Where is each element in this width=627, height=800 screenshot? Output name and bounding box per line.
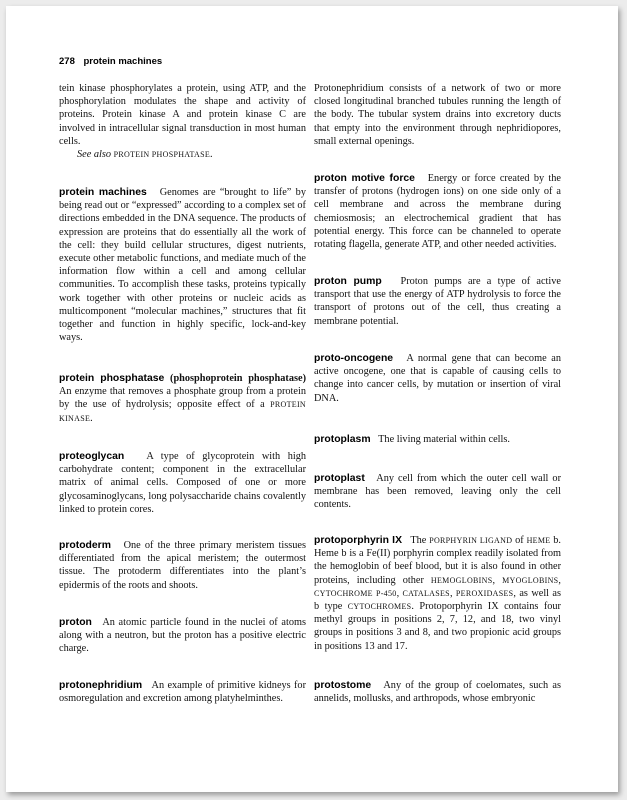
- segment: The: [410, 535, 430, 546]
- segment: , as well as b type: [314, 587, 561, 613]
- entry-term: protoporphyrin IX: [314, 535, 403, 546]
- entry-body: An example of primitive kidneys for osmoregulation and excretion among platyhelminthes.: [59, 680, 307, 705]
- entry-body: [314, 535, 561, 652]
- entry-body: An atomic particle found in the nuclei of atoms along with a neutron, but the proton has a positive electric charge.: [59, 617, 306, 655]
- entry-proton: [59, 616, 306, 656]
- entry-term: protostome: [314, 680, 372, 691]
- segment: ,: [396, 587, 403, 599]
- section-title: protein machines: [83, 56, 163, 67]
- see-also-link[interactable]: PROTEIN PHOSPHATASE: [113, 150, 211, 160]
- cross-reference[interactable]: PEROXIDASES: [455, 588, 514, 598]
- right-column: [314, 82, 562, 705]
- entry-body: A normal gene that can become an active oncogene, one that is capable of causing cells to change into cancer cells, by mutation or insertion of viral DNA.: [314, 353, 561, 404]
- entry-alt-term: (phosphoprotein phosphatase): [170, 373, 306, 384]
- entry-term: protoplasm: [314, 434, 371, 445]
- segment: ,: [449, 587, 456, 599]
- cross-reference[interactable]: CYTOCHROME P-450: [314, 588, 397, 598]
- entry-term: proto-oncogene: [314, 353, 394, 364]
- see-also-label: See also: [77, 149, 112, 161]
- cross-reference[interactable]: CYTOCHROMES: [347, 602, 412, 612]
- entry-proto-oncogene: [314, 352, 561, 405]
- entry-term: protoderm: [59, 540, 111, 551]
- entry-body: An enzyme that removes a phosphate group from a protein by the use of hydrolysis; opposite effect of a: [59, 386, 306, 411]
- entry-proton-pump: [314, 275, 561, 328]
- entry-protein-machines: [59, 186, 306, 344]
- running-head: [59, 56, 162, 67]
- entry-protostome: [314, 679, 561, 705]
- left-column: [59, 82, 307, 705]
- entry-protoporphyrin-ix: [314, 534, 561, 653]
- cross-reference[interactable]: CATALASES: [402, 588, 450, 598]
- entry-term: proteoglycan: [59, 451, 125, 462]
- segment: ,: [492, 574, 503, 586]
- segment: b. Heme b is a Fe(II) porphyrin complex readily isolated from the hemoglobin of beef blood, but it is also found in other proteins, including other: [314, 535, 561, 586]
- cross-reference[interactable]: PORPHYRIN LIGAND: [429, 536, 513, 545]
- entry-term: protein phosphatase: [59, 373, 165, 384]
- segment: . Protoporphyrin IX contains four methyl groups in positions 2, 7, 12, and 18, two vinyl groups in positions 3 and 8, and two propionic acid groups in positions 13 and 17.: [314, 601, 561, 652]
- cross-reference[interactable]: HEMOGLOBINS: [430, 575, 493, 585]
- cross-reference[interactable]: PROTEIN KINASE: [59, 400, 307, 423]
- page-number: 278: [59, 56, 75, 67]
- segment: ,: [558, 574, 561, 586]
- segment: of: [512, 535, 527, 546]
- entry-body: Genomes are “brought to life” by being read out or “expressed” according to a complex set of directions embedded in the DNA sequence. The products of expression are proteins that do essentially all the work of the cell: they build cellular structures, digest nutrients, execute other metabolic functions, and mediate much of the information flow within a cell and among cellular communities. To accomplish these tasks, proteins typically work together with other proteins or nucleic acids as multicomponent “molecular machines,” structures that fit together and function in highly specific, lock-and-key ways.: [59, 187, 306, 344]
- entry-term: protein machines: [59, 187, 147, 198]
- see-also-end: .: [210, 149, 213, 161]
- entry-body: The living material within cells.: [378, 434, 510, 445]
- entry-term: protonephridium: [59, 680, 143, 691]
- cross-reference[interactable]: HEME: [526, 536, 551, 545]
- entry-protoplasm: [314, 433, 561, 446]
- entry-term: protoplast: [314, 473, 365, 484]
- entry-body: One of the three primary meristem tissues differentiated from the apical meristem; the outermost tissue. The protoderm differentiates into the plant’s epidermis of the roots and shoots.: [59, 540, 306, 591]
- entry-protonephridium: [59, 679, 306, 705]
- entry-protein-phosphatase: [59, 372, 306, 425]
- entry-body: Energy or force created by the transfer of protons (hydrogen ions) on one side only of a cell membrane and across the membrane during chemiosmosis; an electrochemical gradient that has potential energy. This force can be channeled to operate rotating flagella, generate ATP, and other needed activities.: [314, 173, 561, 251]
- entry-proteoglycan: [59, 450, 306, 516]
- entry-term: proton: [59, 617, 92, 628]
- entry-body: Proton pumps are a type of active transport that use the energy of ATP hydrolysis to force the transport of protons out of the cell, thus creating a membrane potential.: [314, 276, 561, 327]
- entry-body: Any cell from which the outer cell wall or membrane has been removed, leaving only the cell contents.: [314, 473, 562, 511]
- entry-protoplast: [314, 472, 561, 512]
- entry-proton-motive-force: [314, 172, 561, 251]
- entry-body: A type of glycoprotein with high carbohydrate content; component in the extracellular matrix of animal cells. Composed of one or more glycosaminoglycans, long polysaccharide chains covalently linked to protein cores.: [59, 451, 307, 515]
- continuation-text: tein kinase phosphorylates a protein, using ATP, and the phosphorylation modulates the shape and activity of proteins. Protein kinase A and protein kinase C are involved in intracellular signal transduction in most human cells.: [59, 83, 306, 147]
- entry-term: proton motive force: [314, 173, 415, 184]
- book-page: [6, 6, 618, 792]
- cross-reference[interactable]: MYOGLOBINS: [502, 575, 559, 585]
- see-also-line: [59, 148, 306, 161]
- entry-term: proton pump: [314, 276, 382, 287]
- continuation-text: Protonephridium consists of a network of two or more closed longitudinal branched tubules running the length of the body. The tubular system drains into excretory ducts that empty into the environment through nephridiopores, small external openings.: [314, 83, 561, 147]
- entry-tail: .: [90, 412, 93, 424]
- entry-body: Any of the group of coelomates, such as annelids, mollusks, and arthropods, whose embryonic: [314, 680, 561, 705]
- entry-protoderm: [59, 539, 306, 592]
